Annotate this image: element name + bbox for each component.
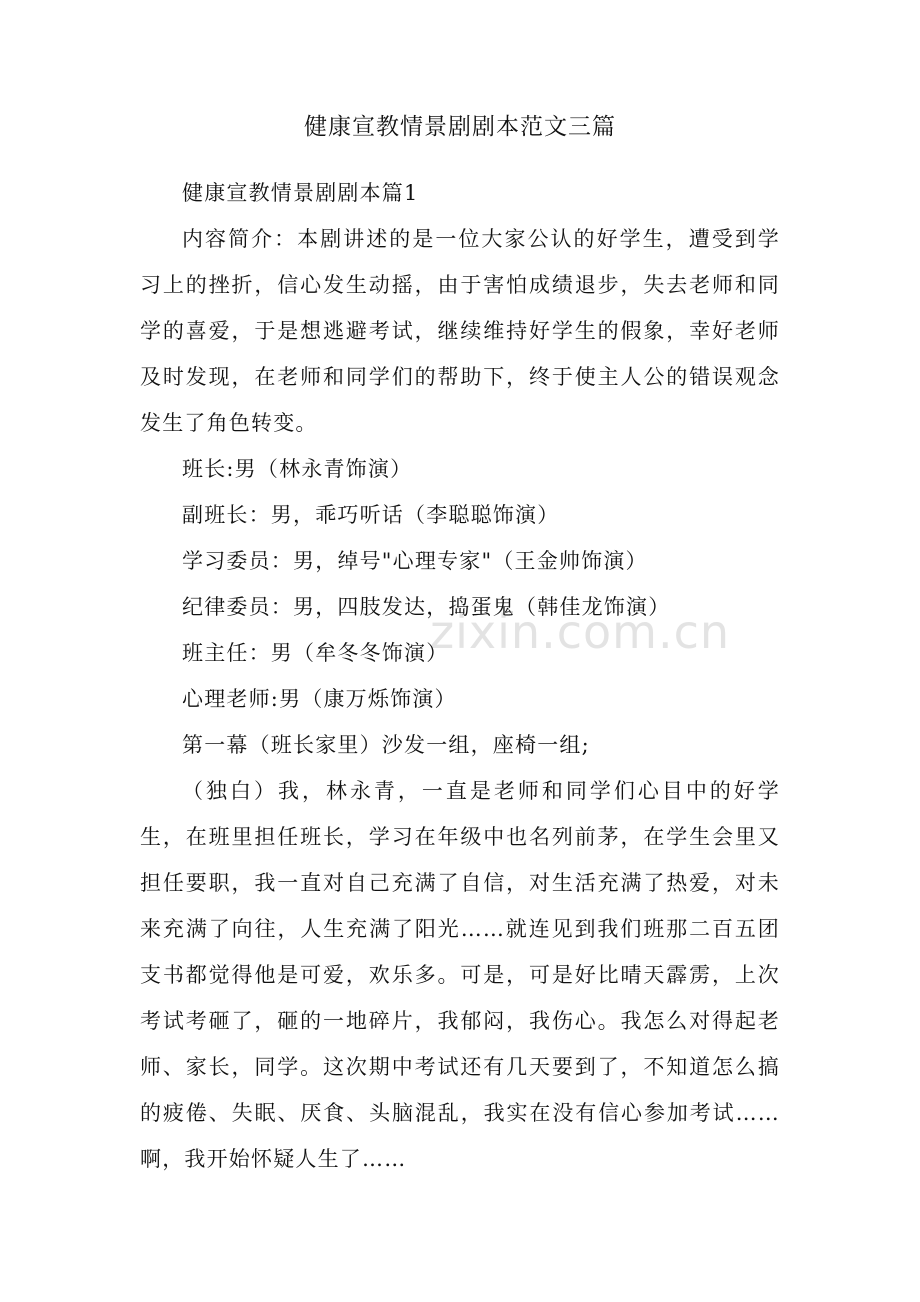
scene-heading: 第一幕（班长家里）沙发一组，座椅一组;: [182, 733, 590, 757]
cast-item: 学习委员：男，绰号"心理专家"（王金帅饰演）: [182, 549, 648, 573]
section-heading: 健康宣教情景剧剧本篇1: [182, 181, 419, 205]
cast-item: 班长:男（林永青饰演）: [182, 457, 413, 481]
cast-item: 纪律委员：男，四肢发达，捣蛋鬼（韩佳龙饰演）: [182, 595, 671, 619]
document-title: 健康宣教情景剧剧本范文三篇: [304, 114, 616, 140]
paragraph-synopsis: 内容简介：本剧讲述的是一位大家公认的好学生，遭受到学习上的挫折，信心发生动摇，由于害怕成绩退步，失去老师和同学的喜爱，于是想逃避考试，继续维持好学生的假象，幸好老师及时发现，在老师和同学们的帮助下，终于使主人公的错误观念发生了角色转变。: [140, 227, 780, 435]
cast-item: 副班长：男，乖巧听话（李聪聪饰演）: [182, 503, 560, 527]
paragraph-monologue: （独白）我，林永青，一直是老师和同学们心目中的好学生，在班里担任班长，学习在年级中也名列前茅，在学生会里又担任要职，我一直对自己充满了自信，对生活充满了热爱，对未来充满了向往，人生充满了阳光……就连见到我们班那二百五团支书都觉得他是可爱，欢乐多。可是，可是好比晴天霹雳，上次考试考砸了，砸的一地碎片，我郁闷，我伤心。我怎么对得起老师、家长，同学。这次期中考试还有几天要到了，不知道怎么搞的疲倦、失眠、厌食、头脑混乱，我实在没有信心参加考试……啊，我开始怀疑人生了……: [140, 779, 780, 1171]
document-body: [140, 170, 780, 1182]
cast-item: 班主任：男（牟冬冬饰演）: [182, 641, 449, 665]
watermark: zixin.com.cn: [430, 605, 731, 659]
cast-item: 心理老师:男（康万烁饰演）: [182, 687, 457, 711]
